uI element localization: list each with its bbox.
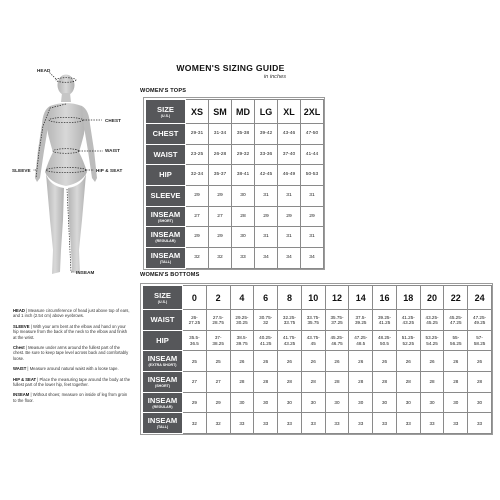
table-cell: 23-25 bbox=[186, 144, 209, 165]
table-cell: 26 bbox=[301, 351, 325, 372]
table-cell: 33 bbox=[444, 413, 468, 434]
table-cell: 43-46 bbox=[278, 124, 301, 145]
measurement-row-header: INSEAM (REGULAR) bbox=[146, 227, 186, 248]
size-column-header: XS bbox=[186, 100, 209, 124]
measurement-row-header: WAIST bbox=[146, 144, 186, 165]
table-cell: 30 bbox=[232, 186, 255, 207]
table-cell: 27 bbox=[209, 206, 232, 227]
table-row bbox=[146, 227, 324, 248]
table-cell: 29 bbox=[186, 227, 209, 248]
table-cell: 28 bbox=[254, 372, 278, 393]
size-column-header: 8 bbox=[278, 286, 302, 310]
table-cell: 47-50 bbox=[301, 124, 324, 145]
table-cell: 26 bbox=[468, 351, 492, 372]
table-cell: 38.5- 39.75 bbox=[230, 330, 254, 351]
table-cell: 30 bbox=[325, 392, 349, 413]
table-cell: 26 bbox=[420, 351, 444, 372]
table-cell: 27 bbox=[206, 372, 230, 393]
table-cell: 27.5- 28.75 bbox=[206, 310, 230, 331]
table-cell: 29 bbox=[255, 206, 278, 227]
table-row bbox=[143, 413, 492, 434]
figure-leg-left bbox=[46, 174, 64, 274]
table-cell: 29-31 bbox=[186, 124, 209, 145]
table-row bbox=[143, 310, 492, 331]
table-cell: 33 bbox=[420, 413, 444, 434]
table-cell: 26-28 bbox=[209, 144, 232, 165]
table-cell: 33 bbox=[325, 413, 349, 434]
table-row bbox=[143, 351, 492, 372]
table-cell: 29 bbox=[206, 392, 230, 413]
size-column-header: LG bbox=[255, 100, 278, 124]
table-cell: 48.25- 50.5 bbox=[373, 330, 397, 351]
table-cell: 39.25- 41.25 bbox=[373, 310, 397, 331]
label-inseam: INSEAM bbox=[76, 270, 95, 275]
label-waist: WAIST bbox=[105, 148, 121, 153]
size-column-header: 22 bbox=[444, 286, 468, 310]
table-cell: 30 bbox=[301, 392, 325, 413]
note-chest: Chest | Measure under arms around the fullest part of the chest. Be sure to keep tape level across back and comfortably loose. bbox=[13, 345, 129, 361]
table-cell: 30 bbox=[230, 392, 254, 413]
tops-heading: WOMEN'S TOPS bbox=[140, 88, 187, 94]
table-cell: 41.25- 43.25 bbox=[396, 310, 420, 331]
label-hip-seat: HIP & SEAT bbox=[96, 168, 123, 173]
measurement-row-header: WAIST bbox=[143, 310, 183, 331]
table-cell: 27 bbox=[183, 372, 207, 393]
measurement-row-header: SLEEVE bbox=[146, 186, 186, 207]
table-cell: 30.75- 32 bbox=[254, 310, 278, 331]
size-header-row bbox=[146, 100, 324, 124]
label-chest: CHEST bbox=[105, 118, 122, 123]
table-cell: 26 bbox=[349, 351, 373, 372]
page-subtitle: in inches bbox=[263, 74, 286, 80]
table-cell: 29 bbox=[278, 206, 301, 227]
note-hip-seat: HIP & SEAT | Place the measuring tape around the body at the fullest part of the lower hip, feet together. bbox=[13, 376, 131, 388]
table-cell: 26 bbox=[230, 351, 254, 372]
figure-torso bbox=[45, 103, 87, 186]
table-row bbox=[146, 144, 324, 165]
size-column-header: 2 bbox=[206, 286, 230, 310]
table-row bbox=[146, 186, 324, 207]
table-cell: 30 bbox=[468, 392, 492, 413]
table-cell: 28 bbox=[325, 372, 349, 393]
table-cell: 30 bbox=[396, 392, 420, 413]
table-cell: 46-49 bbox=[278, 165, 301, 186]
table-cell: 34 bbox=[278, 248, 301, 269]
table-cell: 26 bbox=[396, 351, 420, 372]
size-column-header: 14 bbox=[349, 286, 373, 310]
table-cell: 31-34 bbox=[209, 124, 232, 145]
size-column-header: 6 bbox=[254, 286, 278, 310]
table-row bbox=[143, 372, 492, 393]
label-sleeve: SLEEVE bbox=[12, 168, 31, 173]
table-cell: 31 bbox=[255, 186, 278, 207]
table-cell: 33 bbox=[254, 413, 278, 434]
size-column-header: 0 bbox=[183, 286, 207, 310]
table-cell: 35-37 bbox=[209, 165, 232, 186]
table-cell: 28 bbox=[301, 372, 325, 393]
table-cell: 25 bbox=[183, 351, 207, 372]
bottoms-size-table bbox=[142, 285, 492, 434]
table-cell: 30 bbox=[373, 392, 397, 413]
table-cell: 35.5- 36.5 bbox=[183, 330, 207, 351]
table-cell: 41.75- 43.25 bbox=[278, 330, 302, 351]
measurement-row-header: HIP bbox=[146, 165, 186, 186]
table-cell: 29-32 bbox=[232, 144, 255, 165]
table-cell: 32 bbox=[186, 248, 209, 269]
measurement-row-header: HIP bbox=[143, 330, 183, 351]
figure-leg-right bbox=[68, 174, 86, 274]
table-cell: 55- 56.25 bbox=[444, 330, 468, 351]
table-cell: 28 bbox=[230, 372, 254, 393]
table-cell: 47.25- 48.5 bbox=[349, 330, 373, 351]
table-cell: 43.25- 45.25 bbox=[420, 310, 444, 331]
table-cell: 41-44 bbox=[301, 144, 324, 165]
table-cell: 33 bbox=[468, 413, 492, 434]
table-cell: 28 bbox=[373, 372, 397, 393]
size-column-header: 2XL bbox=[301, 100, 324, 124]
table-cell: 51.25- 52.25 bbox=[396, 330, 420, 351]
table-cell: 32 bbox=[206, 413, 230, 434]
table-cell: 33 bbox=[373, 413, 397, 434]
table-cell: 34 bbox=[255, 248, 278, 269]
table-cell: 35.75- 37.25 bbox=[325, 310, 349, 331]
table-cell: 29.25- 30.25 bbox=[230, 310, 254, 331]
table-cell: 28 bbox=[396, 372, 420, 393]
table-cell: 31 bbox=[301, 227, 324, 248]
table-cell: 26- 27.25 bbox=[183, 310, 207, 331]
table-cell: 25 bbox=[206, 351, 230, 372]
measurement-row-header: INSEAM (TALL) bbox=[143, 413, 183, 434]
table-cell: 28 bbox=[468, 372, 492, 393]
table-cell: 31 bbox=[278, 186, 301, 207]
table-cell: 26 bbox=[444, 351, 468, 372]
table-cell: 33 bbox=[301, 413, 325, 434]
table-cell: 26 bbox=[254, 351, 278, 372]
note-sleeve: SLEEVE | With your arm bent at the elbow and hand on your hip measure from the back of the neck to the elbow and finish at the wrist. bbox=[13, 323, 128, 340]
body-figure-panel bbox=[0, 0, 135, 300]
table-cell: 40.25- 41.25 bbox=[254, 330, 278, 351]
note-inseam: INSEAM | Without shoes; measure on inside of leg from groin to the floor. bbox=[13, 392, 128, 403]
table-cell: 30 bbox=[420, 392, 444, 413]
bottoms-heading: WOMEN'S BOTTOMS bbox=[140, 272, 200, 278]
table-cell: 33 bbox=[349, 413, 373, 434]
table-cell: 28 bbox=[278, 372, 302, 393]
table-cell: 29 bbox=[301, 206, 324, 227]
table-cell: 29 bbox=[209, 227, 232, 248]
measurement-row-header: INSEAM (SHORT) bbox=[146, 206, 186, 227]
table-cell: 30 bbox=[278, 392, 302, 413]
size-column-header: SM bbox=[209, 100, 232, 124]
size-header-row bbox=[143, 286, 492, 310]
table-cell: 32 bbox=[183, 413, 207, 434]
table-cell: 30 bbox=[254, 392, 278, 413]
table-cell: 42-45 bbox=[255, 165, 278, 186]
tops-size-table bbox=[145, 99, 324, 269]
page-title: WOMEN'S SIZING GUIDE bbox=[176, 63, 285, 73]
measurement-row-header: INSEAM (REGULAR) bbox=[143, 392, 183, 413]
size-column-header: XL bbox=[278, 100, 301, 124]
table-cell: 29 bbox=[186, 186, 209, 207]
size-column-header: 16 bbox=[373, 286, 397, 310]
table-cell: 37- 38.25 bbox=[206, 330, 230, 351]
size-column-header: 24 bbox=[468, 286, 492, 310]
table-cell: 34 bbox=[301, 248, 324, 269]
table-cell: 37-40 bbox=[278, 144, 301, 165]
table-cell: 31 bbox=[301, 186, 324, 207]
measurement-row-header: INSEAM (TALL) bbox=[146, 248, 186, 269]
table-cell: 32 bbox=[209, 248, 232, 269]
measurement-row-header: CHEST bbox=[146, 124, 186, 145]
table-cell: 57- 58.25 bbox=[468, 330, 492, 351]
table-cell: 32.25- 33.75 bbox=[278, 310, 302, 331]
table-row bbox=[146, 124, 324, 145]
table-cell: 31 bbox=[255, 227, 278, 248]
note-head: HEAD | Measure circumference of head just above top of ears, and 1 inch (2.54 cm) above eyebrows. bbox=[13, 308, 130, 319]
label-head: HEAD bbox=[37, 68, 51, 73]
table-cell: 29 bbox=[209, 186, 232, 207]
table-row bbox=[146, 165, 324, 186]
table-cell: 45.25- 46.75 bbox=[325, 330, 349, 351]
table-cell: 45.25- 47.25 bbox=[444, 310, 468, 331]
note-waist: WAIST | Measure around natural waist with a loose tape. bbox=[13, 366, 119, 372]
size-column-header: 4 bbox=[230, 286, 254, 310]
table-cell: 33 bbox=[230, 413, 254, 434]
table-cell: 30 bbox=[349, 392, 373, 413]
table-cell: 33 bbox=[396, 413, 420, 434]
table-cell: 53.25- 54.25 bbox=[420, 330, 444, 351]
size-row-header: SIZE (U.S.) bbox=[143, 286, 183, 310]
size-row-header: SIZE (U.S.) bbox=[146, 100, 186, 124]
table-cell: 50-53 bbox=[301, 165, 324, 186]
table-cell: 31 bbox=[278, 227, 301, 248]
measurement-row-header: INSEAM (SHORT) bbox=[143, 372, 183, 393]
table-row bbox=[143, 392, 492, 413]
table-cell: 33 bbox=[232, 248, 255, 269]
table-cell: 33-36 bbox=[255, 144, 278, 165]
table-cell: 28 bbox=[420, 372, 444, 393]
measurement-row-header: INSEAM (EXTRA SHORT) bbox=[143, 351, 183, 372]
table-row bbox=[146, 206, 324, 227]
table-cell: 35-38 bbox=[232, 124, 255, 145]
table-cell: 30 bbox=[232, 227, 255, 248]
size-column-header: 12 bbox=[325, 286, 349, 310]
head-leader-line bbox=[49, 72, 56, 79]
size-column-header: MD bbox=[232, 100, 255, 124]
table-cell: 28 bbox=[232, 206, 255, 227]
table-cell: 26 bbox=[325, 351, 349, 372]
size-column-header: 20 bbox=[420, 286, 444, 310]
size-column-header: 18 bbox=[396, 286, 420, 310]
table-cell: 30 bbox=[444, 392, 468, 413]
table-cell: 26 bbox=[278, 351, 302, 372]
table-cell: 26 bbox=[373, 351, 397, 372]
table-cell: 28 bbox=[349, 372, 373, 393]
table-cell: 38-41 bbox=[232, 165, 255, 186]
table-cell: 43.75- 45 bbox=[301, 330, 325, 351]
table-cell: 29 bbox=[183, 392, 207, 413]
figure-neck bbox=[61, 93, 71, 102]
table-cell: 37.5- 39.25 bbox=[349, 310, 373, 331]
table-cell: 47.25- 49.25 bbox=[468, 310, 492, 331]
table-cell: 33.75- 35.75 bbox=[301, 310, 325, 331]
table-cell: 27 bbox=[186, 206, 209, 227]
table-row bbox=[143, 330, 492, 351]
size-column-header: 10 bbox=[301, 286, 325, 310]
table-cell: 32-34 bbox=[186, 165, 209, 186]
measurement-instructions bbox=[13, 308, 131, 408]
table-cell: 33 bbox=[278, 413, 302, 434]
table-cell: 28 bbox=[444, 372, 468, 393]
table-row bbox=[146, 248, 324, 269]
table-cell: 39-42 bbox=[255, 124, 278, 145]
